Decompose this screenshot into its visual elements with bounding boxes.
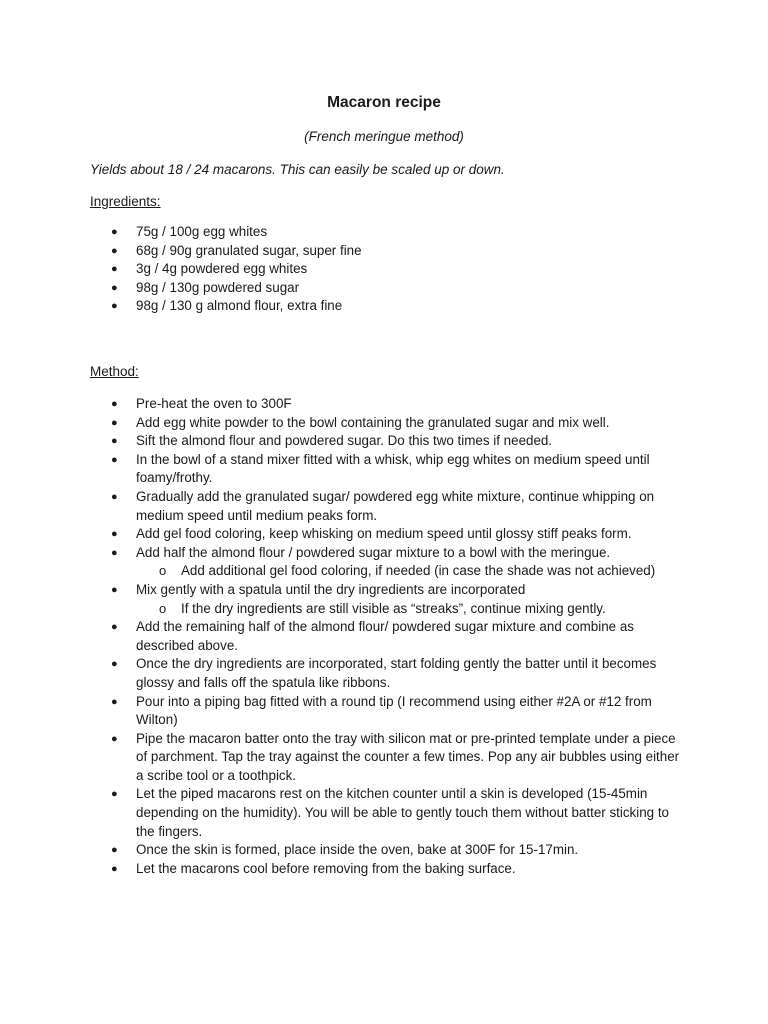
- bullet-icon: ●: [111, 398, 118, 410]
- method-step: [0, 544, 686, 563]
- method-step: [0, 730, 686, 786]
- ingredient-text: 3g / 4g powdered egg whites: [136, 261, 308, 277]
- sub-bullet-icon: o: [159, 600, 167, 616]
- method-step-text: Let the piped macarons rest on the kitchen counter until a skin is developed (15-45min depending on the humidity). You will be able to gently touch them without batter sticking to the fingers.: [136, 786, 669, 839]
- method-step-text: Sift the almond flour and powdered sugar. Do this two times if needed.: [136, 433, 553, 449]
- bullet-icon: ●: [111, 862, 118, 875]
- method-step-text: Gradually add the granulated sugar/ powdered egg white mixture, continue whipping on medium speed until medium peaks form.: [136, 488, 655, 523]
- method-step-text: Once the skin is formed, place inside the oven, bake at 300F for 15-17min.: [136, 842, 579, 858]
- method-step-text: Add the remaining half of the almond flour/ powdered sugar mixture and combine as described above.: [136, 619, 634, 653]
- bullet-icon: ●: [111, 583, 118, 596]
- method-step-text: Pre-heat the oven to 300F: [136, 396, 292, 411]
- method-step: [0, 451, 686, 488]
- method-substep: [0, 562, 701, 581]
- method-step: [0, 693, 686, 730]
- method-substep-text: Add additional gel food coloring, if needed (in case the shade was not achieved): [181, 563, 656, 579]
- ingredient-text: 75g / 100g egg whites: [136, 224, 268, 239]
- method-step-text: Pour into a piping bag fitted with a round tip (I recommend using either #2A or #12 from Wilton): [136, 693, 652, 728]
- bullet-icon: ●: [111, 788, 118, 801]
- bullet-icon: ●: [111, 263, 118, 276]
- bullet-icon: ●: [111, 435, 118, 448]
- method-step: [0, 525, 686, 544]
- method-step-text: Add gel food coloring, keep whisking on medium speed until glossy stiff peaks form.: [136, 526, 632, 542]
- method-step-text: In the bowl of a stand mixer fitted with a whisk, whip egg whites on medium speed until foamy/frothy.: [136, 451, 650, 486]
- ingredient-item: [0, 297, 686, 316]
- bullet-icon: ●: [111, 416, 118, 429]
- method-step-text: Add egg white powder to the bowl containing the granulated sugar and mix well.: [136, 414, 610, 430]
- method-heading: Method:: [90, 364, 139, 379]
- ingredient-text: 68g / 90g granulated sugar, super fine: [136, 242, 362, 258]
- method-step: [0, 414, 686, 433]
- method-step-text: Mix gently with a spatula until the dry ingredients are incorporated: [136, 581, 526, 597]
- bullet-icon: ●: [111, 621, 118, 634]
- bullet-icon: ●: [111, 281, 118, 294]
- ingredient-text: 98g / 130g powdered sugar: [136, 279, 300, 295]
- yields-note: Yields about 18 / 24 macarons. This can easily be scaled up or down.: [90, 162, 505, 177]
- method-step: [0, 581, 686, 600]
- ingredient-item: [0, 223, 686, 242]
- sub-bullet-icon: o: [159, 563, 167, 579]
- method-substep: [0, 600, 701, 619]
- ingredient-item: [0, 242, 686, 261]
- page-title: Macaron recipe: [327, 94, 441, 111]
- bullet-icon: ●: [111, 226, 118, 238]
- method-step: [0, 841, 686, 860]
- ingredient-item: [0, 260, 686, 279]
- method-step-text: Pipe the macaron batter onto the tray with silicon mat or pre-printed template under a piece of parchment. Tap the tray against the counter a few times. Pop any air bubbles using either a scribe tool or a toothpick.: [136, 730, 680, 783]
- bullet-icon: ●: [111, 528, 118, 541]
- ingredient-item: [0, 279, 686, 298]
- method-step: [0, 655, 686, 692]
- method-list: [0, 395, 768, 878]
- bullet-icon: ●: [111, 844, 118, 857]
- method-step: [0, 618, 686, 655]
- bullet-icon: ●: [111, 658, 118, 671]
- bullet-icon: ●: [111, 244, 118, 257]
- bullet-icon: ●: [111, 695, 118, 708]
- method-step-text: Add half the almond flour / powdered sugar mixture to a bowl with the meringue.: [136, 544, 611, 560]
- method-step-text: Let the macarons cool before removing from the baking surface.: [136, 860, 516, 876]
- method-step: [0, 488, 686, 525]
- method-step: [0, 395, 686, 414]
- ingredient-text: 98g / 130 g almond flour, extra fine: [136, 298, 343, 314]
- method-substep-text: If the dry ingredients are still visible as “streaks”, continue mixing gently.: [181, 600, 606, 616]
- method-step: [0, 860, 686, 879]
- method-step: [0, 785, 686, 841]
- bullet-icon: ●: [111, 490, 118, 503]
- bullet-icon: ●: [111, 732, 118, 745]
- bullet-icon: ●: [111, 300, 118, 313]
- page-subtitle: (French meringue method): [304, 129, 464, 144]
- ingredients-heading: Ingredients:: [90, 194, 161, 209]
- method-step-text: Once the dry ingredients are incorporated, start folding gently the batter until it becomes glossy and falls off the spatula like ribbons.: [136, 656, 657, 690]
- bullet-icon: ●: [111, 546, 118, 559]
- method-step: [0, 432, 686, 451]
- ingredients-list: [0, 223, 768, 316]
- bullet-icon: ●: [111, 453, 118, 466]
